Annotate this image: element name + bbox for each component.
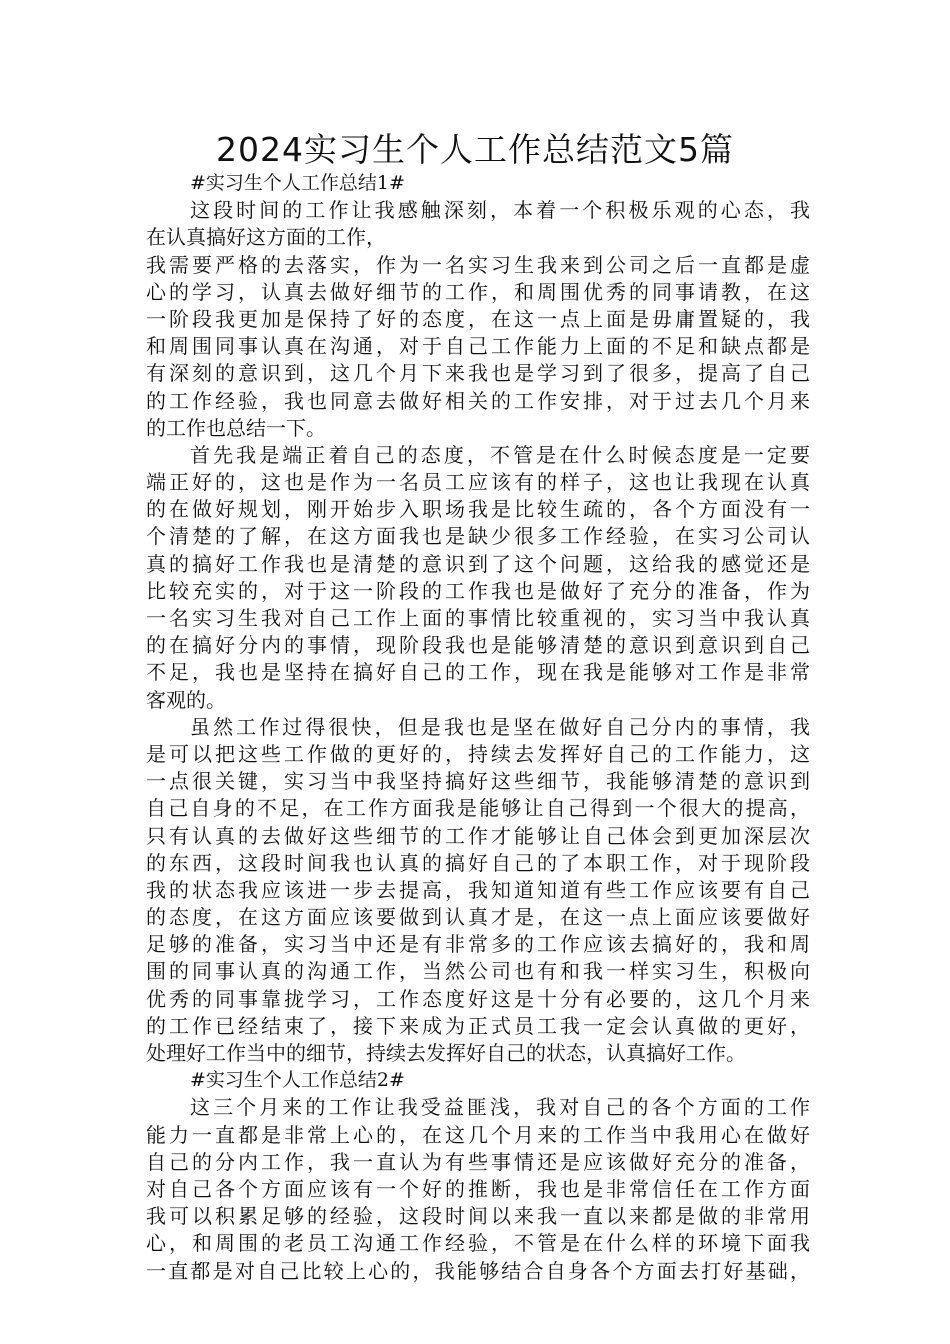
text-line: 的在做好规划，刚开始步入职场我是比较生疏的，各个方面没有一 xyxy=(146,497,810,522)
text-line: 对自己各个方面应该有一个好的推断，我也是非常信任在工作方面 xyxy=(146,1176,810,1201)
text-line: 处理好工作当中的细节，持续去发挥好自己的状态，认真搞好工作。 xyxy=(146,1041,746,1065)
text-line: 和周围同事认真在沟通，对于自己工作能力上面的不足和缺点都是 xyxy=(146,334,810,359)
text-line: 自己自身的不足，在工作方面我是能够让自己得到一个很大的提高， xyxy=(146,796,810,821)
text-line: 客观的。 xyxy=(146,687,226,712)
paragraph xyxy=(146,252,810,442)
text-line: 只有认真的去做好这些细节的工作才能够让自己体会到更加深层次 xyxy=(146,823,810,848)
text-line: 心，和周围的老员工沟通工作经验，不管是在什么样的环境下面我 xyxy=(146,1231,810,1256)
text-line: 这段时间的工作让我感触深刻，本着一个积极乐观的心态，我 xyxy=(190,198,810,223)
paragraph xyxy=(146,714,810,1067)
text-line: 我可以积累足够的经验，这段时间以来我一直以来都是做的非常用 xyxy=(146,1204,810,1229)
paragraph xyxy=(146,197,810,251)
text-line: 有深刻的意识到，这几个月下来我也是学习到了很多，提高了自己 xyxy=(146,361,810,386)
text-line: 能力一直都是非常上心的，在这几个月来的工作当中我用心在做好 xyxy=(146,1122,810,1147)
text-line: 一阶段我更加是保持了好的态度，在这一点上面是毋庸置疑的，我 xyxy=(146,306,810,331)
text-line: 是可以把这些工作做的更好的，持续去发挥好自己的工作能力，这 xyxy=(146,741,810,766)
text-line: 首先我是端正着自己的态度，不管是在什么时候态度是一定要 xyxy=(190,442,810,467)
text-line: 不足，我也是坚持在搞好自己的工作，现在我是能够对工作是非常 xyxy=(146,660,810,685)
text-line: 的工作经验，我也同意去做好相关的工作安排，对于过去几个月来 xyxy=(146,388,810,413)
text-line: 在认真搞好这方面的工作， xyxy=(146,225,386,250)
text-line: 的工作已经结束了，接下来成为正式员工我一定会认真做的更好， xyxy=(146,1013,810,1038)
text-line: 优秀的同事靠拢学习，工作态度好这是十分有必要的，这几个月来 xyxy=(146,986,810,1011)
text-line: 我的状态我应该进一步去提高，我知道知道有些工作应该要有自己 xyxy=(146,877,810,902)
section-heading: #实习生个人工作总结1# xyxy=(190,172,405,194)
document-title: 2024实习生个人工作总结范文5篇 xyxy=(216,130,734,169)
document-body xyxy=(146,170,810,1285)
text-line: 端正好的，这也是作为一名员工应该有的样子，这也让我现在认真 xyxy=(146,470,810,495)
text-line: 我需要严格的去落实，作为一名实习生我来到公司之后一直都是虚 xyxy=(146,252,810,277)
paragraph xyxy=(146,1094,810,1284)
text-line: 自己的分内工作，我一直认为有些事情还是应该做好充分的准备， xyxy=(146,1149,810,1174)
text-line: 的在搞好分内的事情，现阶段我也是能够清楚的意识到意识到自己 xyxy=(146,633,810,658)
text-line: 一直都是对自己比较上心的，我能够结合自身各个方面去打好基础， xyxy=(146,1258,810,1283)
text-line: 虽然工作过得很快，但是我也是坚在做好自己分内的事情，我 xyxy=(190,714,810,739)
text-line: 一名实习生我对自己工作上面的事情比较重视的，实习当中我认真 xyxy=(146,606,810,630)
section-heading: #实习生个人工作总结2# xyxy=(190,1069,405,1092)
text-line: 一点很关键，实习当中我坚持搞好这些细节，我能够清楚的意识到 xyxy=(146,769,810,794)
text-line: 的东西，这段时间我也认真的搞好自己的了本职工作，对于现阶段 xyxy=(146,850,810,875)
text-line: 个清楚的了解，在这方面我也是缺少很多工作经验，在实习公司认 xyxy=(146,524,810,549)
text-line: 比较充实的，对于这一阶段的工作我也是做好了充分的准备，作为 xyxy=(146,578,810,603)
text-line: 围的同事认真的沟通工作，当然公司也有和我一样实习生，积极向 xyxy=(146,959,810,984)
text-line: 真的搞好工作我也是清楚的意识到了这个问题，这给我的感觉还是 xyxy=(146,551,810,576)
paragraph xyxy=(146,442,810,714)
text-line: 这三个月来的工作让我受益匪浅，我对自己的各个方面的工作 xyxy=(190,1095,810,1120)
text-line: 的态度，在这方面应该要做到认真才是，在这一点上面应该要做好 xyxy=(146,905,810,930)
text-line: 心的学习，认真去做好细节的工作，和周围优秀的同事请教，在这 xyxy=(146,279,810,304)
text-line: 的工作也总结一下。 xyxy=(146,415,326,440)
text-line: 足够的准备，实习当中还是有非常多的工作应该去搞好的，我和周 xyxy=(146,932,810,957)
